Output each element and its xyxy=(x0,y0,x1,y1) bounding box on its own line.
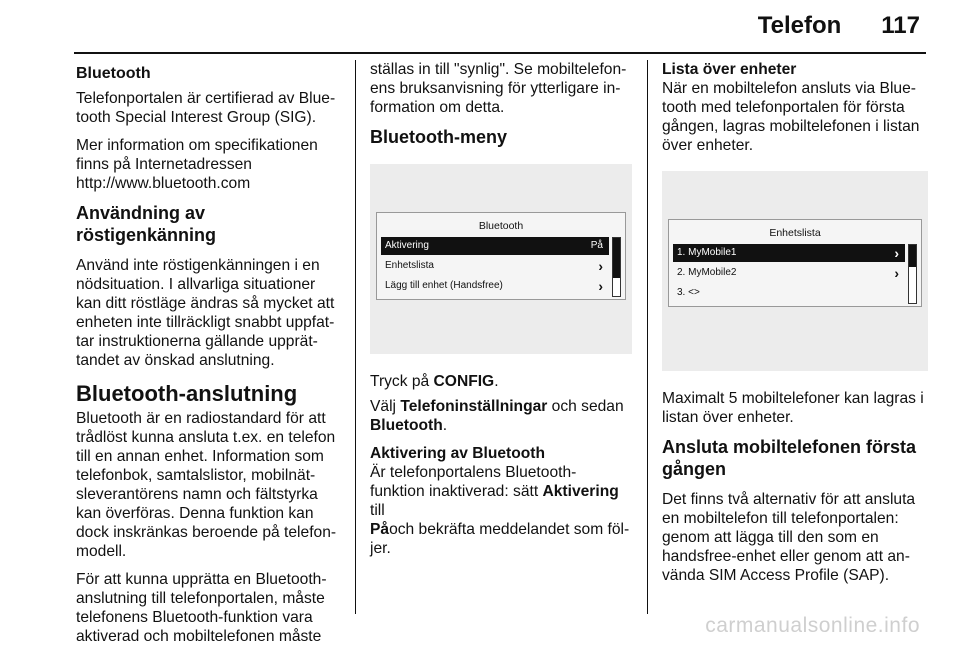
heading-voice-recognition: Användning av röstigenkänning xyxy=(76,203,217,245)
paragraph: Det finns två alternativ för att ansluta en mobiltelefon till telefonportalen: genom att lägga till den som en handsfree-enhet eller genom att an-vända SIM Access Profile (SAP). xyxy=(662,491,916,584)
heading-bluetooth-menu: Bluetooth-meny xyxy=(370,127,507,147)
column-1 xyxy=(76,60,344,655)
column-2 xyxy=(370,60,632,567)
heading-device-list: Lista över enheter xyxy=(662,61,797,78)
paragraph: ställas in till "synlig". Se mobiltelefon-ens bruksanvisning för ytterligare in-formation om detta. xyxy=(370,61,627,116)
paragraph: Använd inte röstigenkänningen i en nödsituation. I allvarliga situationer kan ditt röstläge ändras så mycket att enheten inte tillräckligt snabbt uppfat-tar instruktionerna gällande upprät-tandet av önskad anslutning. xyxy=(76,257,335,369)
menu-row: Enhetslista › xyxy=(385,258,603,274)
column-divider xyxy=(355,60,356,614)
header-title: Telefon xyxy=(757,12,842,39)
paragraph: Tryck på CONFIG. xyxy=(370,373,499,390)
menu-row: Lägg till enhet (Handsfree) › xyxy=(385,278,603,294)
paragraph: För att kunna upprätta en Bluetooth-anslutning till telefonportalen, måste telefonens Bluetooth-funktion vara aktiverad och mobiltelefonen måste xyxy=(76,571,327,645)
paragraph: Maximalt 5 mobiltelefoner kan lagras i listan över enheter. xyxy=(662,390,924,426)
scrollbar xyxy=(612,237,621,297)
heading-bluetooth-connection: Bluetooth-anslutning xyxy=(76,381,298,406)
column-3 xyxy=(662,60,928,594)
heading-bluetooth: Bluetooth xyxy=(76,65,151,82)
heading-first-connection: Ansluta mobiltelefonen första gången xyxy=(662,437,917,479)
paragraph: Bluetooth är en radiostandard för att trådlöst kunna ansluta t.ex. en telefon till en annan enhet. Information som telefonbok, samtalslistor, mobilnät-sleverantörens namn och fältstyrka kan överföras. Denna funktion kan dock inskränkas beroende på telefon-modell. xyxy=(76,410,337,560)
paragraph: Telefonportalen är certifierad av Blue-tooth Special Interest Group (SIG). xyxy=(76,90,336,126)
text-line: Mer information om specifikationen xyxy=(76,137,318,154)
heading-activation: Aktivering av Bluetooth xyxy=(370,445,546,462)
menu-row: 2. MyMobile2 › xyxy=(677,265,899,281)
page-number: 117 xyxy=(881,12,920,39)
menu-row: Aktivering På xyxy=(381,237,609,255)
paragraph: Är telefonportalens Bluetooth- funktion inaktiverad: sätt Aktivering till Påoch bekräfta meddelandet som föl-jer. xyxy=(370,464,630,557)
display-screen xyxy=(376,212,626,300)
text-line: finns på Internetadressen xyxy=(76,156,252,173)
paragraph: När en mobiltelefon ansluts via Blue-tooth med telefonportalen för första gången, lagras mobiltelefonen i listan över enheter. xyxy=(662,80,920,154)
menu-row: 1. MyMobile1 › xyxy=(673,244,905,262)
bluetooth-menu-screenshot xyxy=(370,164,632,354)
paragraph: Välj Telefoninställningar och sedan Bluetooth. xyxy=(370,398,624,434)
paragraph xyxy=(76,136,344,193)
display-screen xyxy=(668,219,922,307)
url-text: http://www.bluetooth.com xyxy=(76,175,251,192)
menu-row: 3. <> xyxy=(677,287,700,298)
screen-title: Enhetslista xyxy=(769,227,821,239)
column-divider xyxy=(647,60,648,614)
device-list-screenshot xyxy=(662,171,928,371)
watermark: carmanualsonline.info xyxy=(705,614,920,637)
screen-title: Bluetooth xyxy=(478,220,524,232)
page-header xyxy=(758,12,920,40)
scrollbar xyxy=(908,244,917,304)
header-rule xyxy=(74,52,926,54)
